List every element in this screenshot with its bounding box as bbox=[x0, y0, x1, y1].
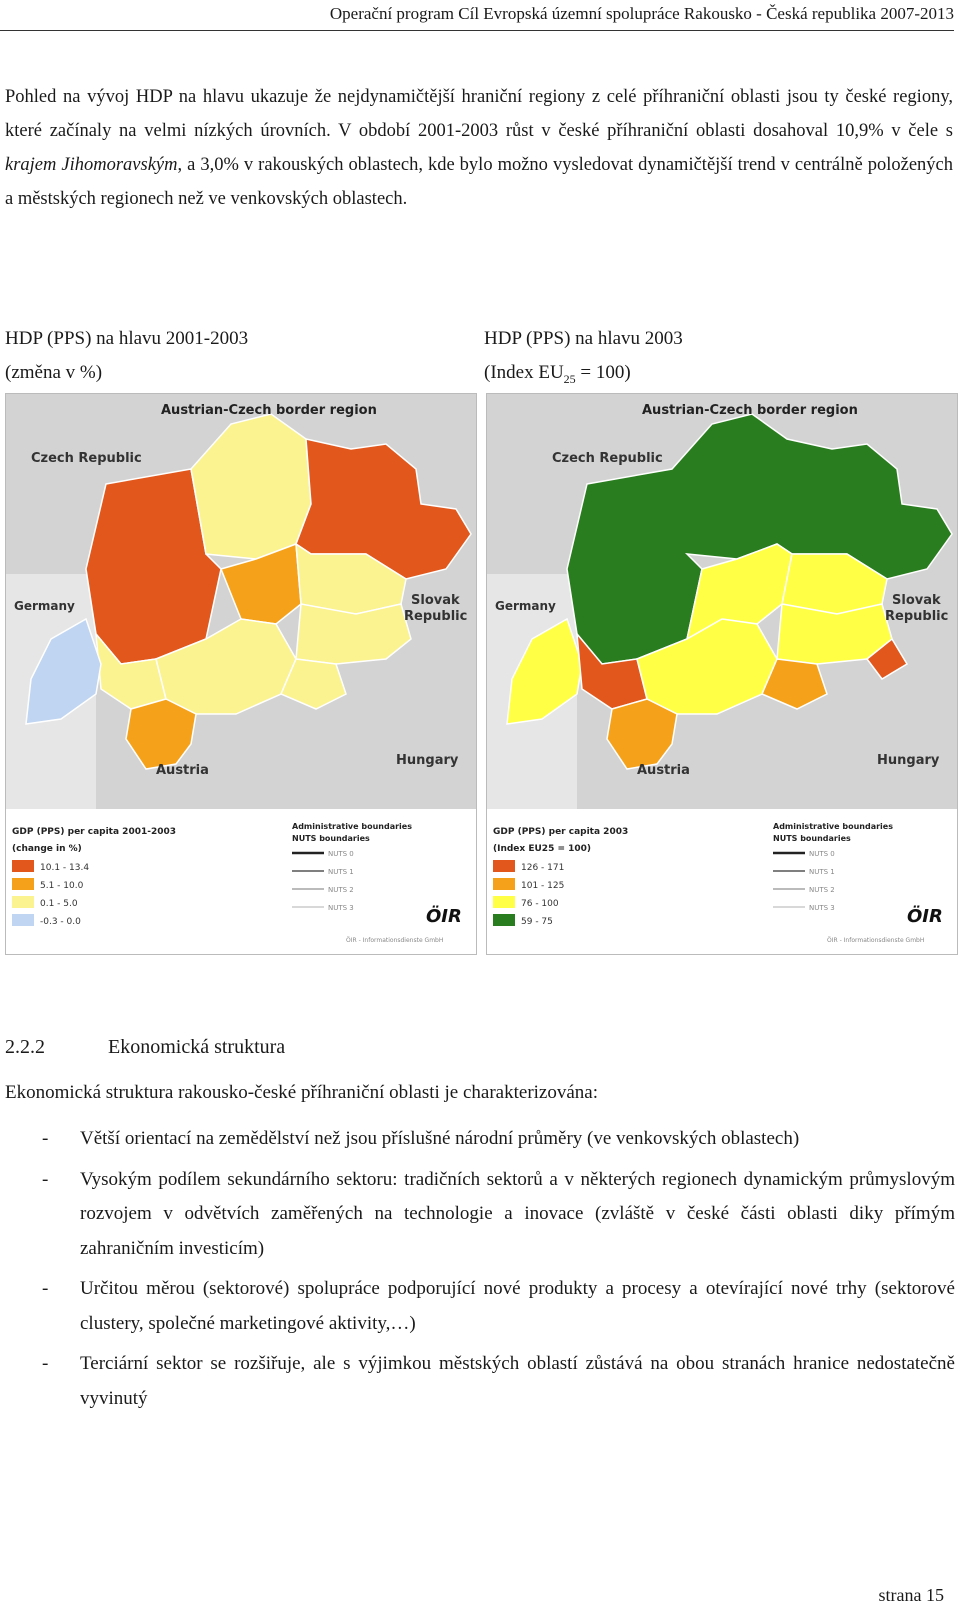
nuts-2: NUTS 2 bbox=[809, 886, 835, 894]
map-title: Austrian-Czech border region bbox=[161, 403, 377, 418]
oir-logo: ÖIR bbox=[426, 906, 462, 927]
label-hungary: Hungary bbox=[396, 753, 459, 768]
bullet-list bbox=[5, 1122, 955, 1422]
legend-class-4: -0.3 - 0.0 bbox=[40, 917, 81, 927]
list-item: - Vysokým podílem sekundárního sektoru: tradičních sektorů a v některých regionech dynamickým průmyslovým rozvojem v odvětvích zaměřených na technologie a inovace (zvláště v české části oblasti diky přímým zahraničním investicím) bbox=[42, 1168, 955, 1259]
legend-class-4: 59 - 75 bbox=[521, 917, 553, 927]
list-item: - Větší orientací na zemědělství než jsou příslušné národní průměry (ve venkovských oblastech) bbox=[42, 1128, 800, 1149]
legend-class-3: 76 - 100 bbox=[521, 899, 559, 909]
legend-swatch-3 bbox=[493, 896, 515, 908]
right-map-caption bbox=[484, 322, 683, 396]
section-number: 2.2.2 bbox=[5, 1036, 45, 1058]
nuts-3: NUTS 3 bbox=[809, 904, 835, 912]
map-source: ÖIR - Informationsdienste GmbH bbox=[346, 937, 444, 944]
right-caption-line2: (Index $EU_{25} = 100$) bbox=[484, 362, 631, 386]
legend-class-1: 126 - 171 bbox=[521, 863, 565, 873]
boundaries-title-2: NUTS boundaries bbox=[773, 834, 851, 843]
intro-text-italic: krajem Jihomoravským bbox=[5, 155, 178, 175]
label-germany: Germany bbox=[14, 599, 75, 613]
label-austria: Austria bbox=[637, 763, 690, 778]
nuts-3: NUTS 3 bbox=[328, 904, 354, 912]
legend-class-3: 0.1 - 5.0 bbox=[40, 899, 78, 909]
legend-swatch-4 bbox=[493, 914, 515, 926]
section-title: Ekonomická struktura bbox=[108, 1036, 286, 1058]
legend-swatch-2 bbox=[12, 878, 34, 890]
label-slovak-1: Slovak bbox=[892, 593, 941, 608]
right-caption-line1: HDP (PPS) na hlavu 2003 bbox=[484, 328, 683, 349]
label-germany: Germany bbox=[495, 599, 556, 613]
intro-paragraph bbox=[5, 80, 953, 216]
nuts-1: NUTS 1 bbox=[328, 868, 354, 876]
legend-subtitle: (Index EU25 = 100) bbox=[493, 844, 592, 854]
legend-swatch-4 bbox=[12, 914, 34, 926]
list-item: - Terciární sektor se rozšiřuje, ale s výjimkou městských oblastí zůstává na obou stranách hranice nedostatečně vyvinutý bbox=[42, 1353, 955, 1409]
legend-swatch-3 bbox=[12, 896, 34, 908]
left-map-svg bbox=[6, 394, 476, 954]
nuts-0: NUTS 0 bbox=[328, 850, 354, 858]
intro-text-2: , a 3,0% v rakouských oblastech, kde bylo možno vysledovat dynamičtější trend v centrálně položených a městských regionech než ve venkovských oblastech. bbox=[5, 155, 953, 209]
boundaries-title-1: Administrative boundaries bbox=[292, 822, 412, 831]
legend-title: GDP (PPS) per capita 2001-2003 bbox=[12, 827, 177, 837]
nuts-0: NUTS 0 bbox=[809, 850, 835, 858]
oir-logo: ÖIR bbox=[907, 906, 943, 927]
left-caption-line2: (změna v %) bbox=[5, 362, 103, 383]
map-title: Austrian-Czech border region bbox=[642, 403, 858, 418]
page-number: strana 15 bbox=[878, 1585, 944, 1605]
label-czech-republic: Czech Republic bbox=[552, 451, 663, 466]
label-slovak-2: Republic bbox=[885, 609, 949, 624]
label-austria: Austria bbox=[156, 763, 209, 778]
nuts-2: NUTS 2 bbox=[328, 886, 354, 894]
nuts-1: NUTS 1 bbox=[809, 868, 835, 876]
right-map-svg bbox=[487, 394, 957, 954]
boundaries-title-2: NUTS boundaries bbox=[292, 834, 370, 843]
left-map-caption bbox=[5, 322, 248, 390]
legend-class-2: 101 - 125 bbox=[521, 881, 565, 891]
left-caption-line1: HDP (PPS) na hlavu 2001-2003 bbox=[5, 328, 249, 349]
label-slovak-1: Slovak bbox=[411, 593, 460, 608]
label-slovak-2: Republic bbox=[404, 609, 468, 624]
label-czech-republic: Czech Republic bbox=[31, 451, 142, 466]
boundaries-title-1: Administrative boundaries bbox=[773, 822, 893, 831]
page-header: Operační program Cíl Evropská územní spolupráce Rakousko - Česká republika 2007-2013 bbox=[0, 4, 954, 31]
legend-subtitle: (change in %) bbox=[12, 844, 82, 854]
list-item: - Určitou měrou (sektorové) spolupráce podporující nové produkty a procesy a otevírající nové trhy (sektorové clustery, společné marketingové aktivity,…) bbox=[42, 1278, 955, 1334]
right-map-figure bbox=[486, 393, 958, 955]
legend-swatch-1 bbox=[12, 860, 34, 872]
legend-title: GDP (PPS) per capita 2003 bbox=[493, 827, 629, 837]
label-hungary: Hungary bbox=[877, 753, 940, 768]
legend-swatch-1 bbox=[493, 860, 515, 872]
legend-class-1: 10.1 - 13.4 bbox=[40, 863, 90, 873]
legend-class-2: 5.1 - 10.0 bbox=[40, 881, 84, 891]
map-source: ÖIR - Informationsdienste GmbH bbox=[827, 937, 925, 944]
section-heading bbox=[5, 1036, 285, 1059]
legend-swatch-2 bbox=[493, 878, 515, 890]
section-intro: Ekonomická struktura rakousko-české příhraniční oblasti je charakterizována: bbox=[5, 1082, 598, 1103]
left-map-figure bbox=[5, 393, 477, 955]
intro-text-1: Pohled na vývoj HDP na hlavu ukazuje že nejdynamičtější hraniční regiony z celé příhraniční oblasti jsou ty české regiony, které začínaly na velmi nízkých úrovních. V období 2001-2003 růst v české příhraniční oblasti dosahoval 10,9% v čele s bbox=[5, 87, 953, 141]
